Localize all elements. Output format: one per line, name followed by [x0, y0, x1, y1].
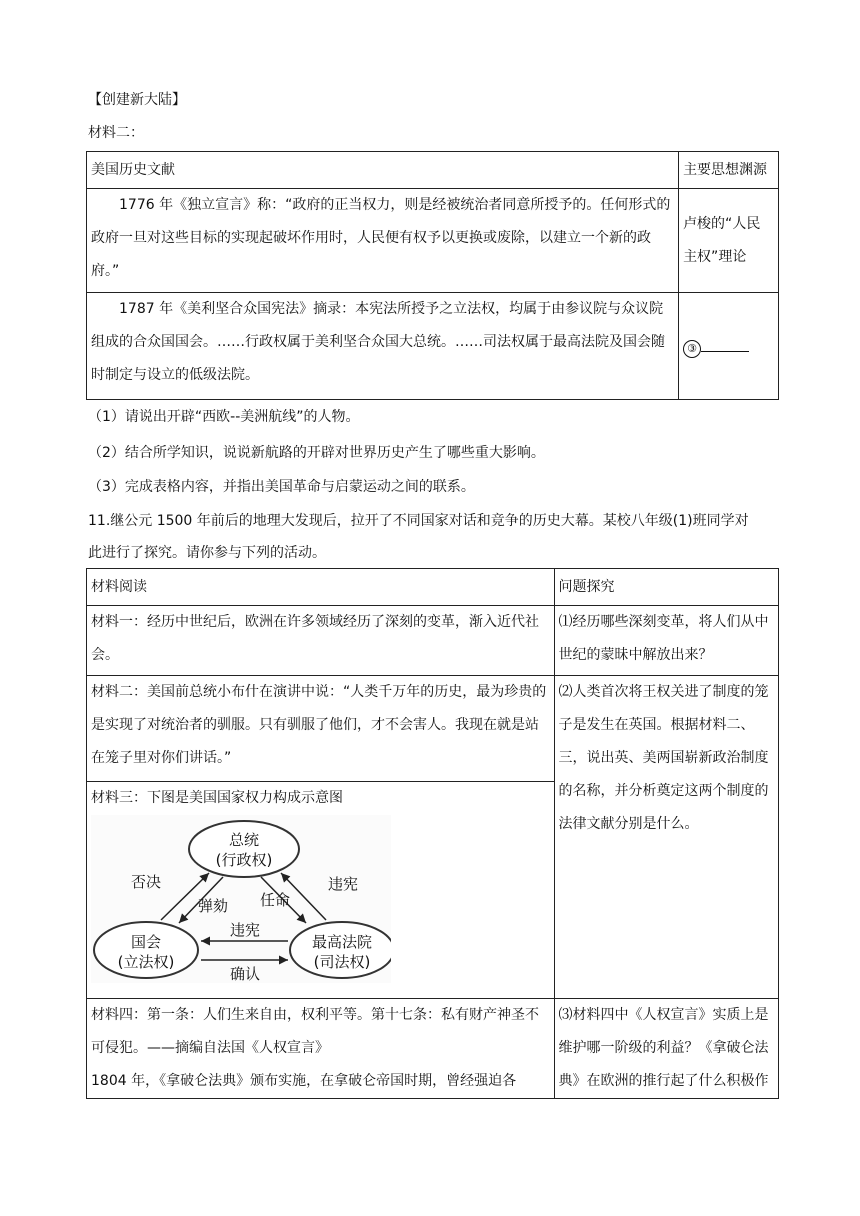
- table2-header-reading: 材料阅读: [87, 569, 555, 606]
- section-title: 【创建新大陆】: [88, 92, 186, 108]
- inquiry-question-2: ⑵人类首次将王权关进了制度的笼子是发生在英国。根据材料二、三，说出英、美两国崭新政治制度的名称，并分析奠定这两个制度的法律文献分别是什么。: [554, 676, 778, 999]
- inquiry-question-1: ⑴经历哪些深刻变革，将人们从中世纪的蒙昧中解放出来？: [554, 606, 778, 676]
- congress-label: 国会: [130, 933, 162, 951]
- confirm-label: 确认: [229, 965, 261, 983]
- table1-header-sources: 主要思想渊源: [679, 152, 779, 189]
- court-label: 最高法院: [311, 933, 373, 951]
- question-3: （3）完成表格内容，并指出美国革命与启蒙运动之间的联系。: [88, 479, 475, 495]
- president-power-label: (行政权): [215, 851, 273, 869]
- material-two: 材料二：美国前总统小布什在演讲中说：“人类千万年的历史，最为珍贵的是实现了对统治者的驯服。只有驯服了他们，才不会害人。我现在就是站在笼子里对你们讲话。”: [87, 676, 555, 782]
- material-four-cell: [87, 999, 555, 1099]
- material-three-caption: 材料三：下图是美国国家权力构成示意图: [91, 790, 343, 806]
- court-power-label: (司法权): [313, 953, 371, 971]
- congress-power-label: (立法权): [117, 953, 175, 971]
- unconstitutional-right-label: 违宪: [327, 875, 359, 893]
- material-two-label: 材料二：: [88, 125, 144, 141]
- inquiry-table: [86, 568, 779, 1099]
- unconstitutional-left-label: 违宪: [229, 921, 261, 939]
- table1-row1-source: 卢梭的“人民主权”理论: [679, 189, 779, 293]
- president-label: 总统: [228, 831, 260, 849]
- question-1: （1）请说出开辟“西欧--美洲航线”的人物。: [88, 409, 360, 425]
- answer-blank-line: [701, 333, 749, 352]
- question-2: （2）结合所学知识，说说新航路的开辟对世界历史产生了哪些重大影响。: [88, 445, 545, 461]
- answer-blank-marker: ③: [683, 340, 701, 358]
- material-four-line2: 1804 年，《拿破仑法典》颁布实施，在拿破仑帝国时期，曾经强迫各: [91, 1073, 517, 1089]
- inquiry-question-3: ⑶材料四中《人权宣言》实质上是维护哪一阶级的利益？《拿破仑法典》在欧洲的推行起了什么积极作: [554, 999, 778, 1099]
- history-documents-table: [86, 151, 779, 400]
- material-one: 材料一：经历中世纪后，欧洲在许多领域经历了深刻的变革，渐入近代社会。: [87, 606, 555, 676]
- q11-line2: 此进行了探究。请你参与下列的活动。: [88, 545, 326, 561]
- us-power-structure-diagram: [91, 815, 391, 983]
- appoint-label: 任命: [259, 891, 291, 909]
- table1-header-documents: 美国历史文献: [87, 152, 679, 189]
- table1-row1-text: 1776 年《独立宣言》称：“政府的正当权力，则是经被统治者同意所授予的。任何形式的政府一旦对这些目标的实现起破坏作用时，人民便有权予以更换或废除，以建立一个新的政府。”: [87, 189, 679, 293]
- table1-row2-answer-cell: [679, 293, 779, 400]
- table1-row2-text: 1787 年《美利坚合众国宪法》摘录：本宪法所授予之立法权，均属于由参议院与众议院组成的合众国国会。……行政权属于美利坚合众国大总统。……司法权属于最高法院及国会随时制定与设立的低级法院。: [87, 293, 679, 400]
- veto-label: 否决: [130, 873, 162, 891]
- q11-line1: 11.继公元 1500 年前后的地理大发现后，拉开了不同国家对话和竞争的历史大幕。某校八年级(1)班同学对: [88, 513, 749, 529]
- table2-header-inquiry: 问题探究: [554, 569, 778, 606]
- material-four-line1: 材料四：第一条：人们生来自由，权利平等。第十七条：私有财产神圣不可侵犯。——摘编自法国《人权宣言》: [91, 1007, 539, 1056]
- impeach-label: 弹劾: [197, 897, 229, 915]
- material-three-cell: [87, 782, 555, 999]
